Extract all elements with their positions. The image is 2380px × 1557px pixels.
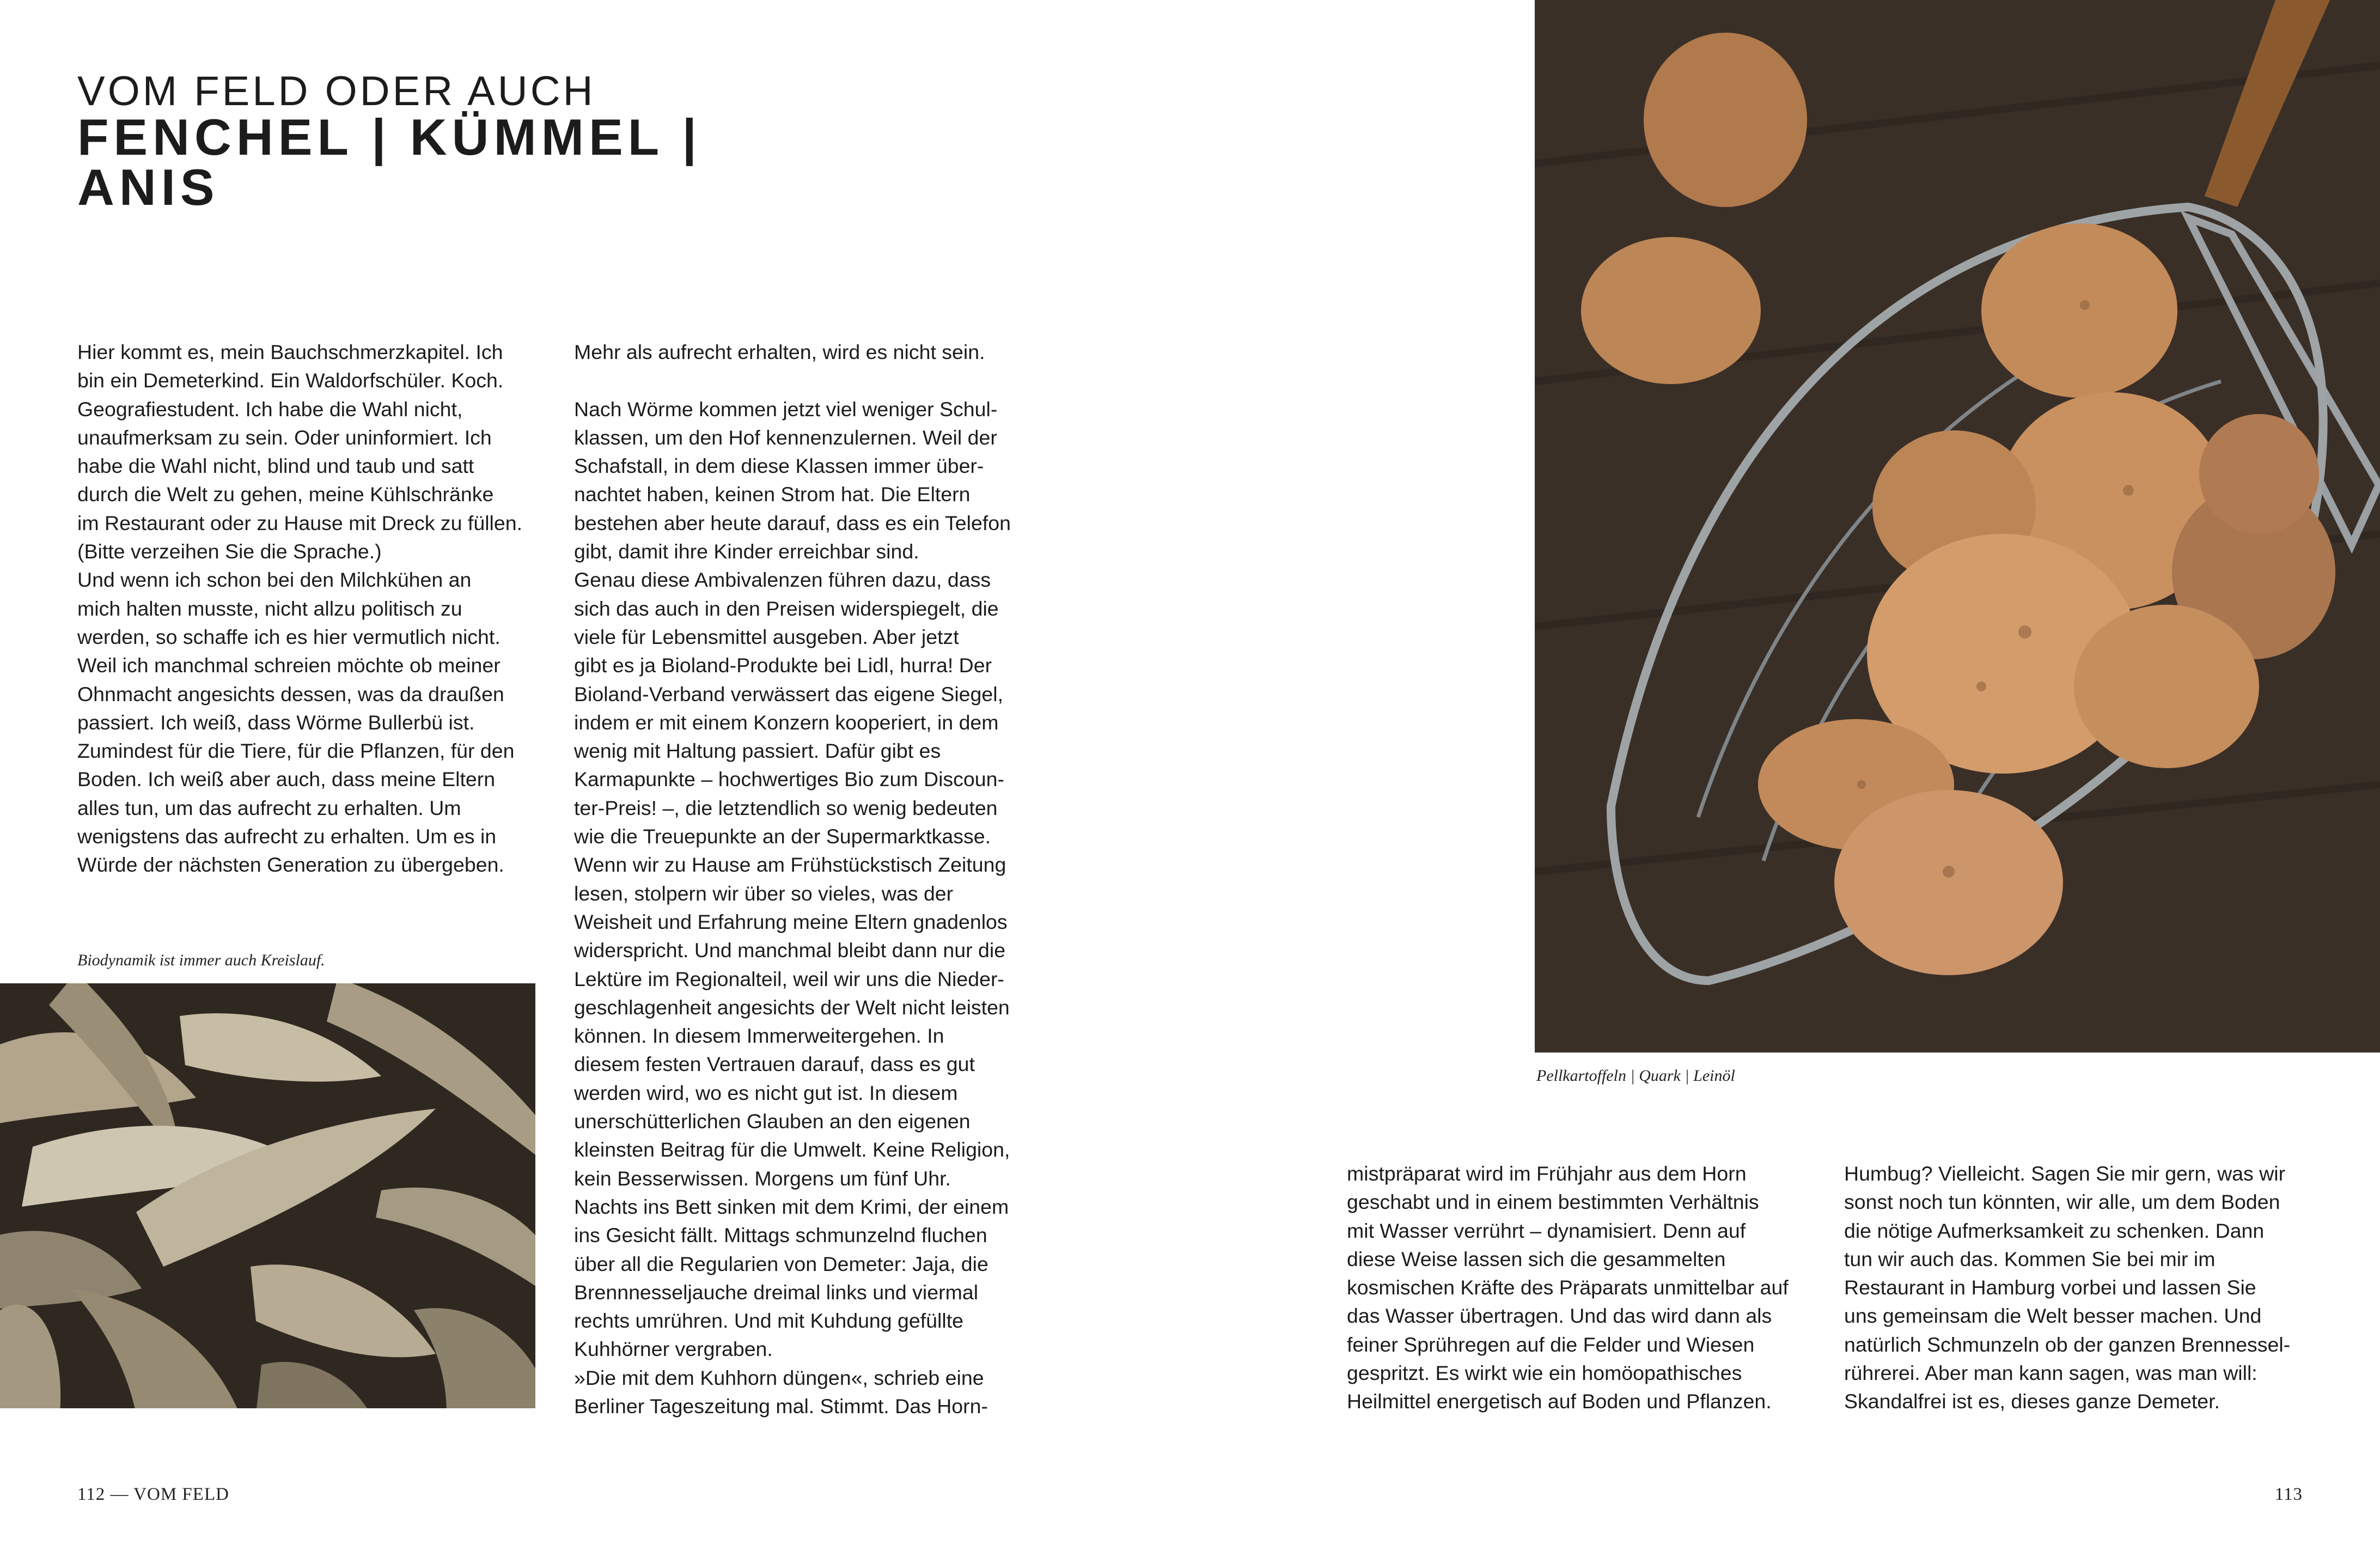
horns-photo-caption: Biodynamik ist immer auch Kreislauf. bbox=[77, 951, 325, 969]
cow-horns-photo bbox=[0, 983, 535, 1408]
body-column-1: Hier kommt es, mein Bauchschmerzkapitel. Ich bin ein Demeterkind. Ein Waldorfschüler. Koch. Geografiestudent. Ich habe die Wahl nicht, unaufmerksam zu sein. Oder uninformiert. Ich habe die Wahl nicht, blind und taub und satt durch die Welt zu gehen, meine Kühlschränke im Restaurant oder zu Hause mit Dreck zu füllen. (Bitte verzeihen Sie die Sprache.) Und wenn ich schon bei den Milchkühen an mich halten musste, nicht allzu politisch zu werden, so schaffe ich es hier vermutlich nicht. Weil ich manchmal schreien möchte ob meiner Ohnmacht angesichts dessen, was da draußen passiert. Ich weiß, dass Wörme Bullerbü ist. Zumindest für die Tiere, für die Pflanzen, für den Boden. Ich weiß aber auch, dass meine Eltern alles tun, um das aufrecht zu erhalten. Um wenigstens das aufrecht zu erhalten. Um es in Würde der nächsten Generation zu übergeben. bbox=[77, 340, 522, 877]
page-number-left: 112 — VOM FELD bbox=[77, 1485, 229, 1504]
body-column-4: Humbug? Vielleicht. Sagen Sie mir gern, was wir sonst noch tun könnten, wir alle, um dem Boden die nötige Aufmerksamkeit zu schenken. Dann tun wir auch das. Kommen Sie bei mir im Restaurant in Hamburg vorbei und lassen Sie uns gemeinsam die Welt besser machen. Und natürlich Schmunzeln ob der ganzen Brennessel- rührerei. Aber man kann sagen, was man will: Skandalfrei ist es, dieses ganze Demeter. bbox=[1844, 1162, 2291, 1413]
page-number-right: 113 bbox=[2274, 1485, 2303, 1504]
potatoes-in-scoop-photo bbox=[1535, 0, 2380, 1053]
body-column-2: Mehr als aufrecht erhalten, wird es nicht sein. Nach Wörme kommen jetzt viel weniger Schul- klassen, um den Hof kennenzulernen. Weil der Schafstall, in dem diese Klassen immer über- nachtet haben, keinen Strom hat. Die Eltern bestehen aber heute darauf, dass es ein Telefon gibt, damit ihre Kinder erreichbar sind. Genau diese Ambivalenzen führen dazu, dass sich das auch in den Preisen widerspiegelt, die viele für Lebensmittel ausgeben. Aber jetzt gibt es ja Bioland-Produkte bei Lidl, hurra! Der Bioland-Verband verwässert das eigene Siegel, indem er mit einem Konzern kooperiert, in dem wenig mit Haltung passiert. Dafür gibt es Karmapunkte – hochwertiges Bio zum Discoun- ter-Preis! –, die letztendlich so wenig bedeuten wie die Treuepunkte an der Supermarktkasse. Wenn wir zu Hause am Frühstückstisch Zeitung lesen, stolpern wir über so vieles, was der Weisheit und Erfahrung meine Eltern gnadenlos widerspricht. Und manchmal bleibt dann nur die Lektüre im Regionalteil, weil wir uns die Nieder- geschlagenheit angesichts der Welt nicht leisten können. In diesem Immerweitergehen. In diesem festen Vertrauen darauf, dass es gut werden wird, wo es nicht gut ist. In diesem unerschütterlichen Glauben an den eigenen kleinsten Beitrag für die Umwelt. Keine Religion, kein Besserwissen. Morgens um fünf Uhr. Nachts ins Bett sinken mit dem Krimi, der einem ins Gesicht fällt. Mittags schmunzelnd fluchen über all die Regularien von Demeter: Jaja, die Brennnesseljauche dreimal links und viermal rechts umrühren. Und mit Kuhdung gefüllte Kuhhörner vergraben. »Die mit dem Kuhhorn düngen«, schrieb eine Berliner Tageszeitung mal. Stimmt. Das Horn- bbox=[574, 340, 1011, 1418]
right-page bbox=[1190, 0, 2380, 1557]
potatoes-photo-caption: Pellkartoffeln | Quark | Leinöl bbox=[1536, 1067, 1735, 1085]
chapter-headline: FENCHEL | KÜMMEL | ANIS bbox=[77, 108, 701, 216]
section-kicker: VOM FELD ODER AUCH bbox=[77, 68, 596, 114]
body-column-3: mistpräparat wird im Frühjahr aus dem Horn geschabt und in einem bestimmten Verhältnis mit Wasser verrührt – dynamisiert. Denn auf diese Weise lassen sich die gesammelten kosmischen Kräfte des Präparats unmittelbar auf das Wasser übertragen. Und das wird dann als feiner Sprühregen auf die Felder und Wiesen gespritzt. Es wirkt wie ein homöopathisches Heilmittel energetisch auf Boden und Pflanzen. bbox=[1347, 1162, 1789, 1413]
